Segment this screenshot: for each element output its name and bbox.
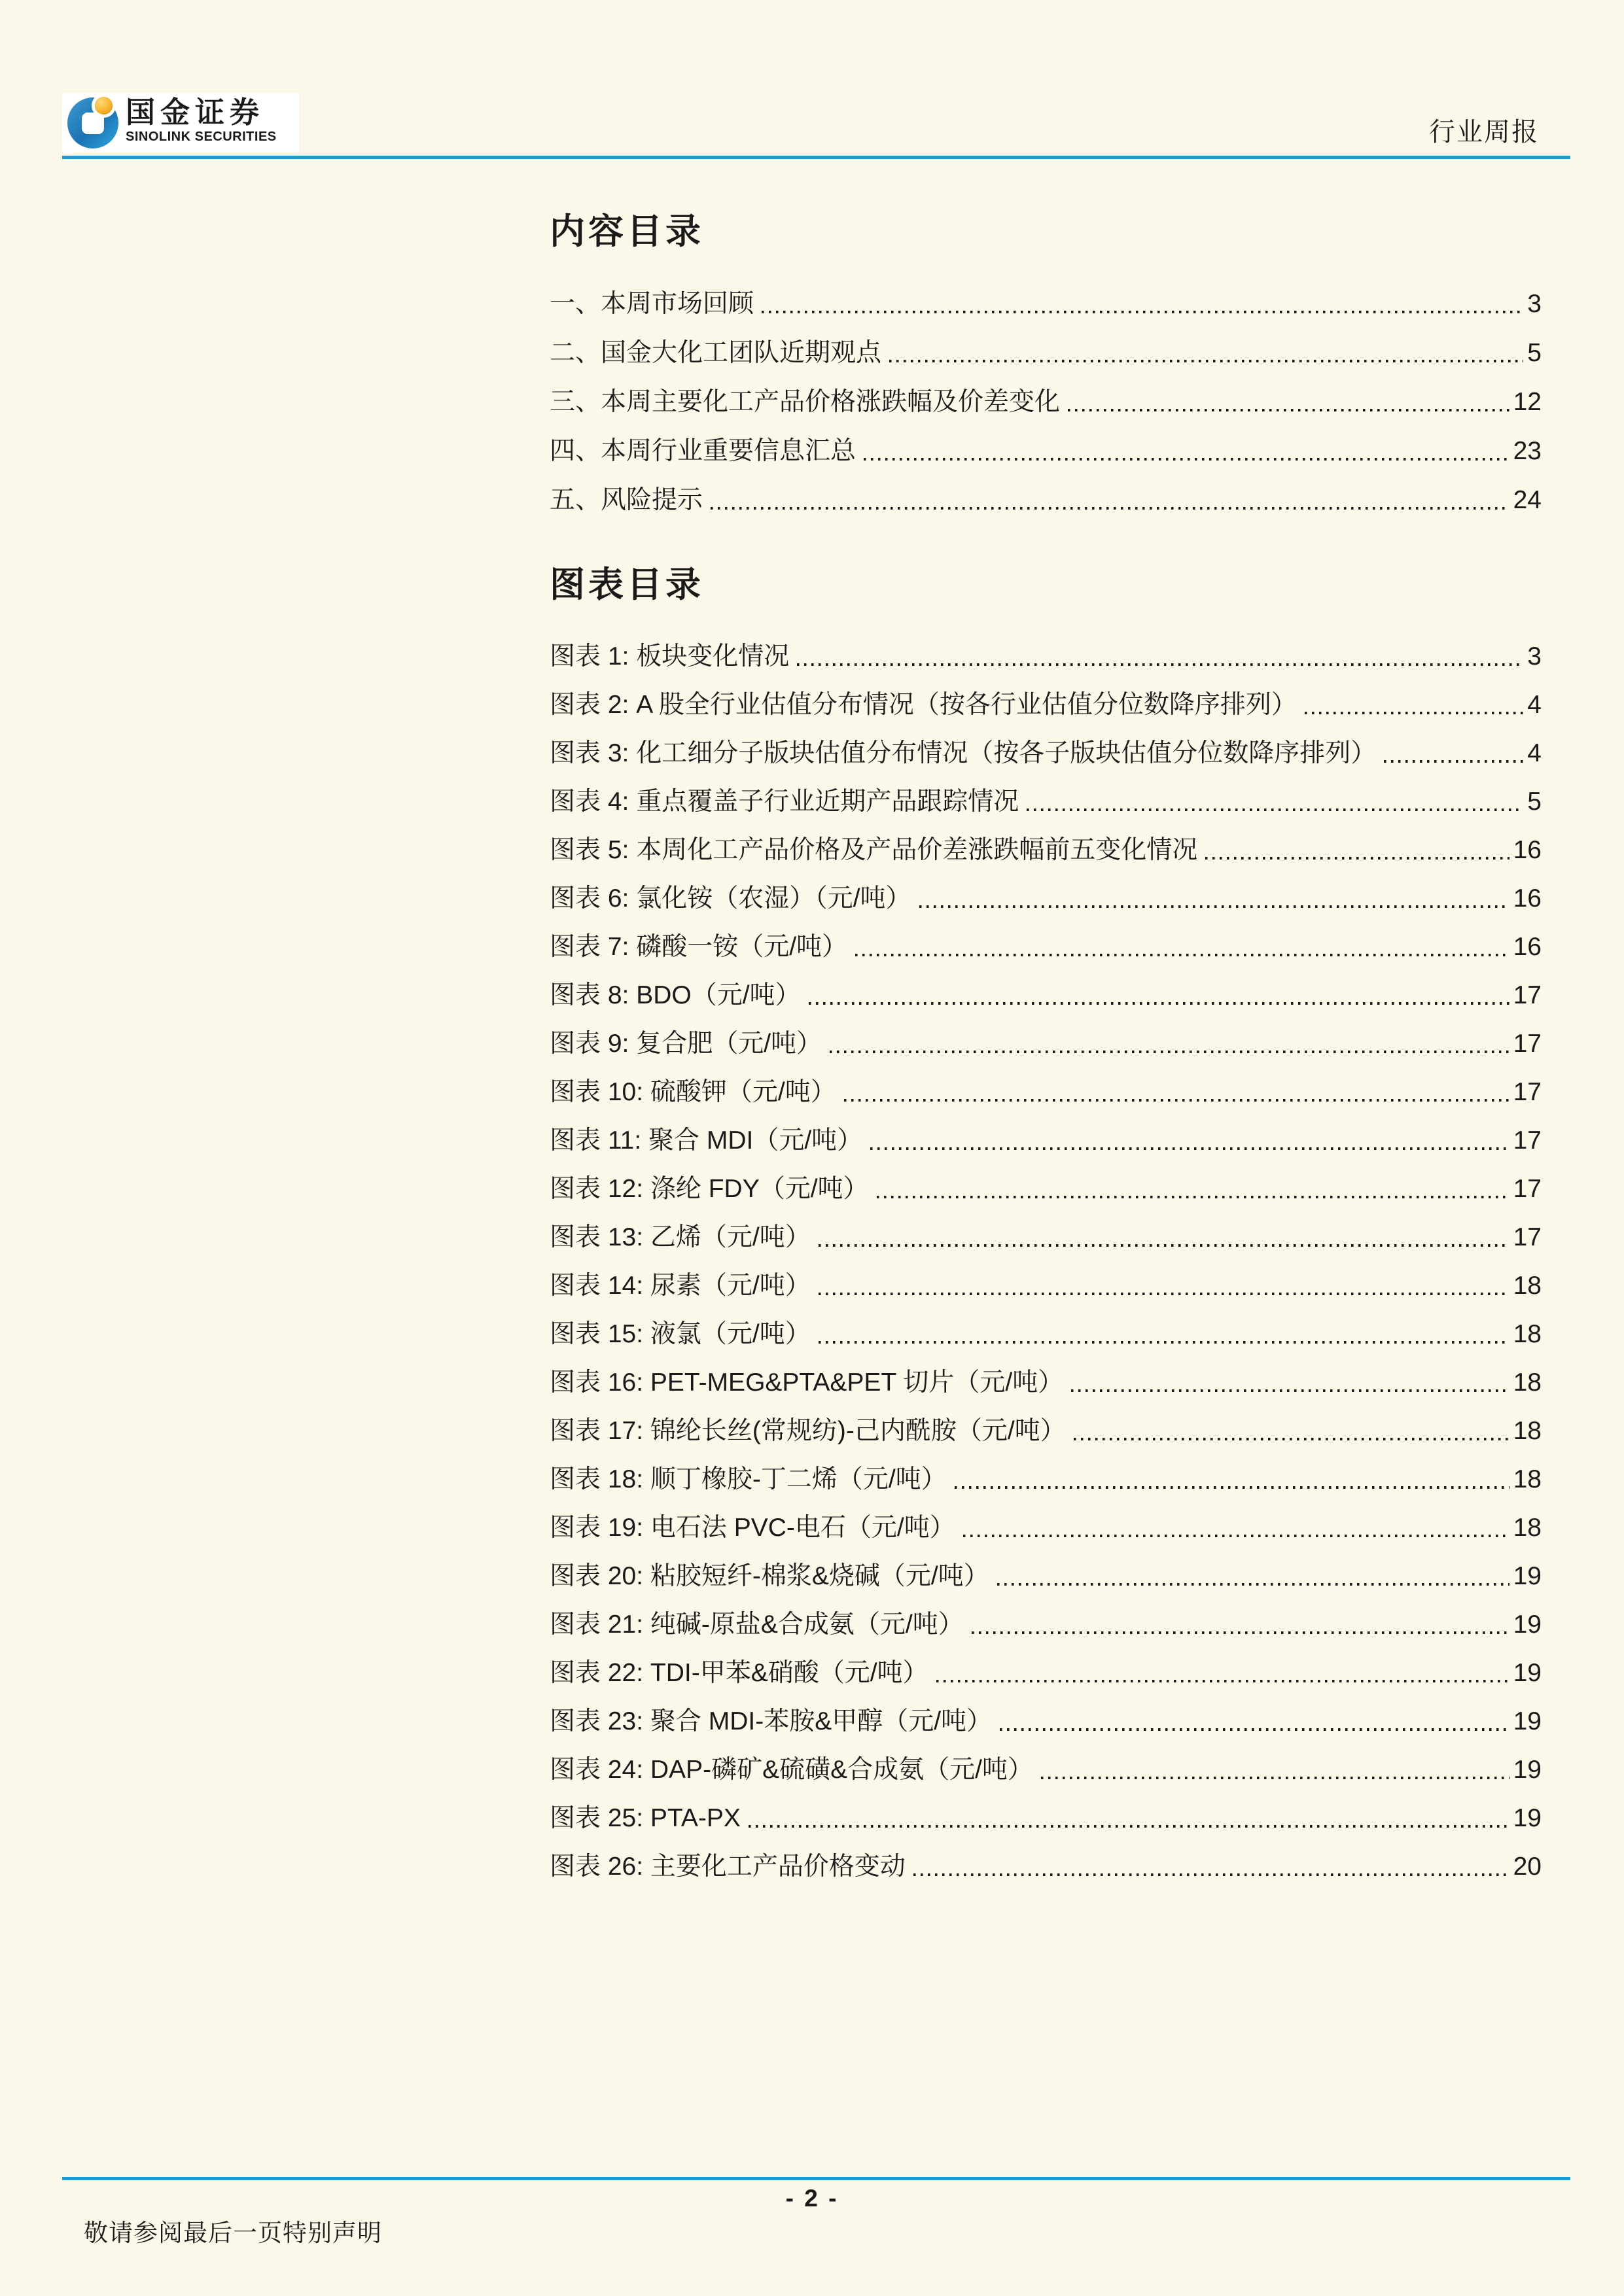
logo-square-hole bbox=[82, 113, 104, 134]
dot-leader bbox=[889, 360, 1523, 362]
figures-section bbox=[550, 565, 1542, 1882]
toc-entry[interactable] bbox=[550, 1592, 1542, 1640]
dot-leader bbox=[830, 1051, 1509, 1053]
toc-entry-page: 18 bbox=[1513, 1272, 1542, 1300]
toc-entry-label: 三、本周主要化工产品价格涨跌幅及价差变化 bbox=[550, 388, 1061, 417]
toc-entry[interactable] bbox=[550, 1301, 1542, 1349]
toc-entry-label: 图表 7: 磷酸一铵（元/吨） bbox=[550, 933, 848, 962]
toc-entry-page: 18 bbox=[1513, 1465, 1542, 1494]
toc-entry[interactable] bbox=[550, 1156, 1542, 1204]
dot-leader bbox=[855, 954, 1509, 956]
toc-entry[interactable] bbox=[550, 1495, 1542, 1543]
toc-entry[interactable] bbox=[550, 623, 1542, 672]
toc-entry-page: 16 bbox=[1513, 884, 1542, 913]
report-type-label: 行业周报 bbox=[1429, 117, 1539, 147]
dot-leader bbox=[1027, 809, 1523, 811]
logo-orange-ball bbox=[95, 97, 113, 114]
toc-entry-page: 17 bbox=[1513, 1175, 1542, 1204]
toc-entry[interactable] bbox=[550, 1446, 1542, 1495]
toc-entry[interactable] bbox=[550, 1349, 1542, 1398]
toc-entry-page: 24 bbox=[1513, 486, 1542, 515]
dot-leader bbox=[1041, 1777, 1509, 1779]
dot-leader bbox=[919, 905, 1509, 908]
toc-entry-label: 图表 6: 氯化铵（农湿）（元/吨） bbox=[550, 884, 911, 913]
toc-entry[interactable] bbox=[550, 466, 1542, 515]
toc-entry-page: 3 bbox=[1527, 290, 1542, 319]
toc-entry[interactable] bbox=[550, 1059, 1542, 1107]
dot-leader bbox=[762, 311, 1523, 313]
toc-entry-label: 图表 9: 复合肥（元/吨） bbox=[550, 1030, 822, 1058]
page-number: - 2 - bbox=[785, 2185, 839, 2212]
footer-disclaimer: 敬请参阅最后一页特别声明 bbox=[84, 2220, 382, 2247]
toc-entry-label: 图表 11: 聚合 MDI（元/吨） bbox=[550, 1126, 863, 1155]
sinolink-logo bbox=[62, 93, 299, 153]
toc-entry-label: 图表 25: PTA-PX bbox=[550, 1804, 741, 1833]
toc-entry[interactable] bbox=[550, 1107, 1542, 1156]
toc-entry[interactable] bbox=[550, 1640, 1542, 1688]
toc-entry-page: 18 bbox=[1513, 1368, 1542, 1397]
toc-entry[interactable] bbox=[550, 720, 1542, 769]
toc-entry-page: 17 bbox=[1513, 1030, 1542, 1058]
toc-entry-page: 23 bbox=[1513, 437, 1542, 466]
dot-leader bbox=[963, 1535, 1509, 1537]
contents-section bbox=[550, 211, 1542, 515]
toc-entry[interactable] bbox=[550, 1204, 1542, 1253]
toc-entry[interactable] bbox=[550, 270, 1542, 319]
dot-leader bbox=[819, 1341, 1509, 1344]
dot-leader bbox=[936, 1680, 1509, 1682]
toc-entry-label: 图表 15: 液氯（元/吨） bbox=[550, 1320, 811, 1349]
dot-leader bbox=[819, 1244, 1509, 1247]
dot-leader bbox=[844, 1099, 1509, 1102]
toc-entry-page: 5 bbox=[1527, 339, 1542, 368]
dot-leader bbox=[797, 663, 1523, 666]
toc-entry-page: 19 bbox=[1513, 1707, 1542, 1736]
figures-list bbox=[550, 623, 1542, 1882]
toc-entry-label: 图表 14: 尿素（元/吨） bbox=[550, 1272, 811, 1300]
toc-entry-label: 图表 5: 本周化工产品价格及产品价差涨跌幅前五变化情况 bbox=[550, 836, 1198, 865]
toc-entry-label: 图表 13: 乙烯（元/吨） bbox=[550, 1223, 811, 1252]
toc-entry-page: 4 bbox=[1527, 691, 1542, 720]
toc-entry[interactable] bbox=[550, 368, 1542, 417]
logo-name-cn: 国金证券 bbox=[126, 96, 265, 129]
logo-name-en: SINOLINK SECURITIES bbox=[126, 130, 277, 145]
dot-leader bbox=[809, 1002, 1509, 1005]
toc-entry-page: 19 bbox=[1513, 1659, 1542, 1688]
toc-entry-page: 18 bbox=[1513, 1417, 1542, 1446]
toc-entry-page: 17 bbox=[1513, 1078, 1542, 1107]
toc-entry[interactable] bbox=[550, 962, 1542, 1011]
dot-leader bbox=[1074, 1438, 1509, 1440]
toc-entry-label: 图表 16: PET-MEG&PTA&PET 切片（元/吨） bbox=[550, 1368, 1064, 1397]
toc-entry[interactable] bbox=[550, 672, 1542, 720]
toc-entry-label: 四、本周行业重要信息汇总 bbox=[550, 437, 856, 466]
toc-entry-page: 4 bbox=[1527, 739, 1542, 768]
toc-entry-label: 图表 26: 主要化工产品价格变动 bbox=[550, 1852, 906, 1881]
dot-leader bbox=[1068, 409, 1509, 411]
toc-entry[interactable] bbox=[550, 865, 1542, 914]
toc-entry-label: 图表 21: 纯碱-原盐&合成氨（元/吨） bbox=[550, 1610, 964, 1639]
toc-entry-label: 二、国金大化工团队近期观点 bbox=[550, 339, 882, 368]
logo-text bbox=[126, 97, 277, 145]
toc-entry-label: 一、本周市场回顾 bbox=[550, 290, 754, 319]
toc-entry-page: 19 bbox=[1513, 1756, 1542, 1784]
contents-title: 内容目录 bbox=[550, 212, 704, 251]
toc-entry[interactable] bbox=[550, 1834, 1542, 1882]
toc-entry[interactable] bbox=[550, 817, 1542, 865]
toc-entry[interactable] bbox=[550, 319, 1542, 368]
toc-entry-page: 16 bbox=[1513, 836, 1542, 865]
dot-leader bbox=[870, 1147, 1509, 1150]
dot-leader bbox=[955, 1486, 1509, 1489]
toc-entry-page: 19 bbox=[1513, 1562, 1542, 1591]
dot-leader bbox=[997, 1583, 1509, 1586]
toc-entry[interactable] bbox=[550, 1253, 1542, 1301]
footer-divider bbox=[62, 2177, 1570, 2180]
toc-entry-label: 图表 4: 重点覆盖子行业近期产品跟踪情况 bbox=[550, 788, 1019, 816]
toc-entry-label: 图表 20: 粘胶短纤-棉浆&烧碱（元/吨） bbox=[550, 1562, 989, 1591]
toc-entry[interactable] bbox=[550, 1543, 1542, 1592]
toc-entry-page: 19 bbox=[1513, 1804, 1542, 1833]
dot-leader bbox=[711, 507, 1509, 510]
toc-entry[interactable] bbox=[550, 1785, 1542, 1834]
dot-leader bbox=[1000, 1728, 1509, 1731]
dot-leader bbox=[1205, 857, 1509, 860]
toc-entry-page: 17 bbox=[1513, 981, 1542, 1010]
toc-entry[interactable] bbox=[550, 1398, 1542, 1446]
figures-title: 图表目录 bbox=[550, 565, 704, 604]
toc-entry-label: 图表 19: 电石法 PVC-电石（元/吨） bbox=[550, 1514, 955, 1542]
contents-list bbox=[550, 270, 1542, 515]
toc-entry-label: 图表 8: BDO（元/吨） bbox=[550, 981, 801, 1010]
toc-entry-label: 图表 17: 锦纶长丝(常规纺)-己内酰胺（元/吨） bbox=[550, 1417, 1066, 1446]
toc-entry-page: 12 bbox=[1513, 388, 1542, 417]
toc-entry-page: 18 bbox=[1513, 1514, 1542, 1542]
toc-entry-label: 图表 10: 硫酸钾（元/吨） bbox=[550, 1078, 836, 1107]
dot-leader bbox=[913, 1873, 1509, 1876]
dot-leader bbox=[1384, 760, 1523, 763]
dot-leader bbox=[864, 458, 1509, 461]
toc-entry-label: 五、风险提示 bbox=[550, 486, 703, 515]
toc-entry[interactable] bbox=[550, 914, 1542, 962]
dot-leader bbox=[1305, 712, 1523, 714]
sinolink-logo-icon bbox=[67, 97, 118, 148]
toc-entry-page: 3 bbox=[1527, 642, 1542, 671]
toc-entry-label: 图表 22: TDI-甲苯&硝酸（元/吨） bbox=[550, 1659, 928, 1688]
toc-entry-label: 图表 18: 顺丁橡胶-丁二烯（元/吨） bbox=[550, 1465, 947, 1494]
toc-entry[interactable] bbox=[550, 769, 1542, 817]
toc-entry-page: 17 bbox=[1513, 1223, 1542, 1252]
toc-entry[interactable] bbox=[550, 1688, 1542, 1737]
toc-entry-label: 图表 12: 涤纶 FDY（元/吨） bbox=[550, 1175, 869, 1204]
dot-leader bbox=[972, 1631, 1509, 1634]
toc-entry[interactable] bbox=[550, 417, 1542, 466]
toc-entry-page: 5 bbox=[1527, 788, 1542, 816]
toc-entry-page: 17 bbox=[1513, 1126, 1542, 1155]
toc-entry-page: 16 bbox=[1513, 933, 1542, 962]
toc-entry[interactable] bbox=[550, 1011, 1542, 1059]
toc-entry-label: 图表 1: 板块变化情况 bbox=[550, 642, 790, 671]
dot-leader bbox=[749, 1825, 1509, 1828]
header-divider bbox=[62, 156, 1570, 159]
dot-leader bbox=[1071, 1389, 1509, 1392]
toc-entry-page: 18 bbox=[1513, 1320, 1542, 1349]
toc-entry-page: 19 bbox=[1513, 1610, 1542, 1639]
toc-entry-label: 图表 23: 聚合 MDI-苯胺&甲醇（元/吨） bbox=[550, 1707, 993, 1736]
toc-entry-page: 20 bbox=[1513, 1852, 1542, 1881]
toc-entry[interactable] bbox=[550, 1737, 1542, 1785]
toc-entry-label: 图表 24: DAP-磷矿&硫磺&合成氨（元/吨） bbox=[550, 1756, 1033, 1784]
toc-entry-label: 图表 2: A 股全行业估值分布情况（按各行业估值分位数降序排列） bbox=[550, 691, 1297, 720]
dot-leader bbox=[877, 1196, 1509, 1198]
toc-entry-label: 图表 3: 化工细分子版块估值分布情况（按各子版块估值分位数降序排列） bbox=[550, 739, 1377, 768]
dot-leader bbox=[819, 1293, 1509, 1295]
